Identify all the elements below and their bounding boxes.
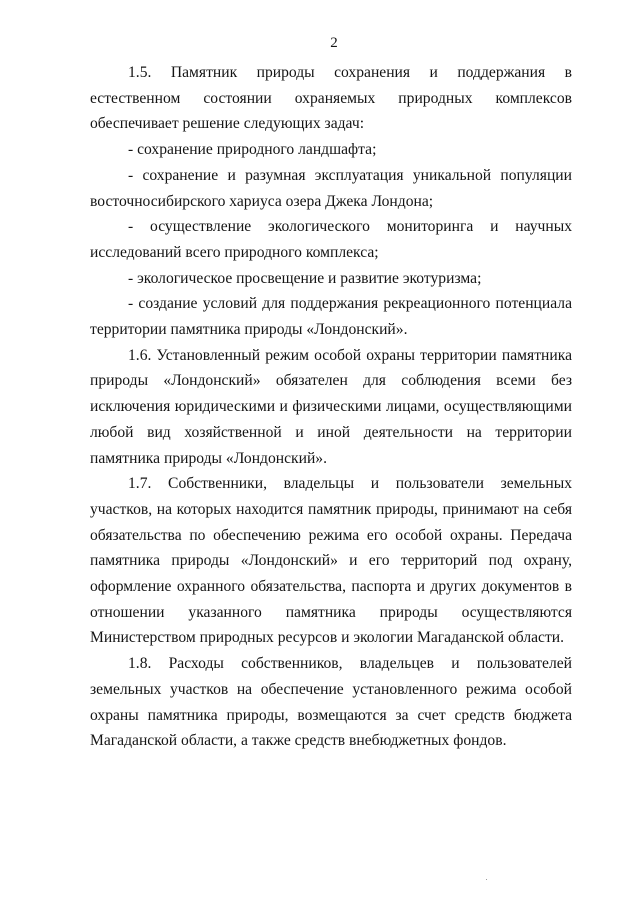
task-item-landscape: - сохранение природного ландшафта; (128, 141, 377, 159)
paragraph-1-8: 1.8. Расходы собственников, владельцев и пользователей земельных участков на обеспечение установленного режима особой охраны памятника природы, возмещаются за счет средств бюджета Магаданской области, а также средств внебюджетных фондов. (90, 655, 572, 750)
paragraph-1-6: 1.6. Установленный режим особой охраны территории памятника природы «Лондонский» обязателен для соблюдения всеми без исключения юридическими и физическими лицами, осуществляющими любой вид хозяйственной и иной деятельности на территории памятника природы «Лондонский». (90, 346, 572, 467)
paragraph-1-5: 1.5. Памятник природы сохранения и поддержания в естественном состоянии охраняемых природных комплексов обеспечивает решение следующих задач: (90, 64, 572, 133)
task-item-monitoring: - осуществление экологического мониторинга и научных исследований всего природного комплекса; (90, 218, 572, 261)
scan-speck (486, 879, 487, 880)
task-item-grayling: - сохранение и разумная эксплуатация уникальной популяции восточносибирского хариуса озера Джека Лондона; (90, 166, 572, 210)
task-item-recreation: - создание условий для поддержания рекреационного потенциала территории памятника природы «Лондонский». (90, 295, 572, 339)
task-item-ecotourism: - экологическое просвещение и развитие экотуризма; (128, 269, 482, 287)
page-number: 2 (330, 35, 338, 51)
paragraph-1-7: 1.7. Собственники, владельцы и пользователи земельных участков, на которых находится памятник природы, принимают на себя обязательства по обеспечению режима его особой охраны. Передача памятника природы «Лондонский» и его территорий под охрану, оформление охранного обязательства, паспорта и других документов в отношении указанного памятника природы осуществляются Министерством природных ресурсов и экологии Магаданской области. (90, 475, 572, 647)
